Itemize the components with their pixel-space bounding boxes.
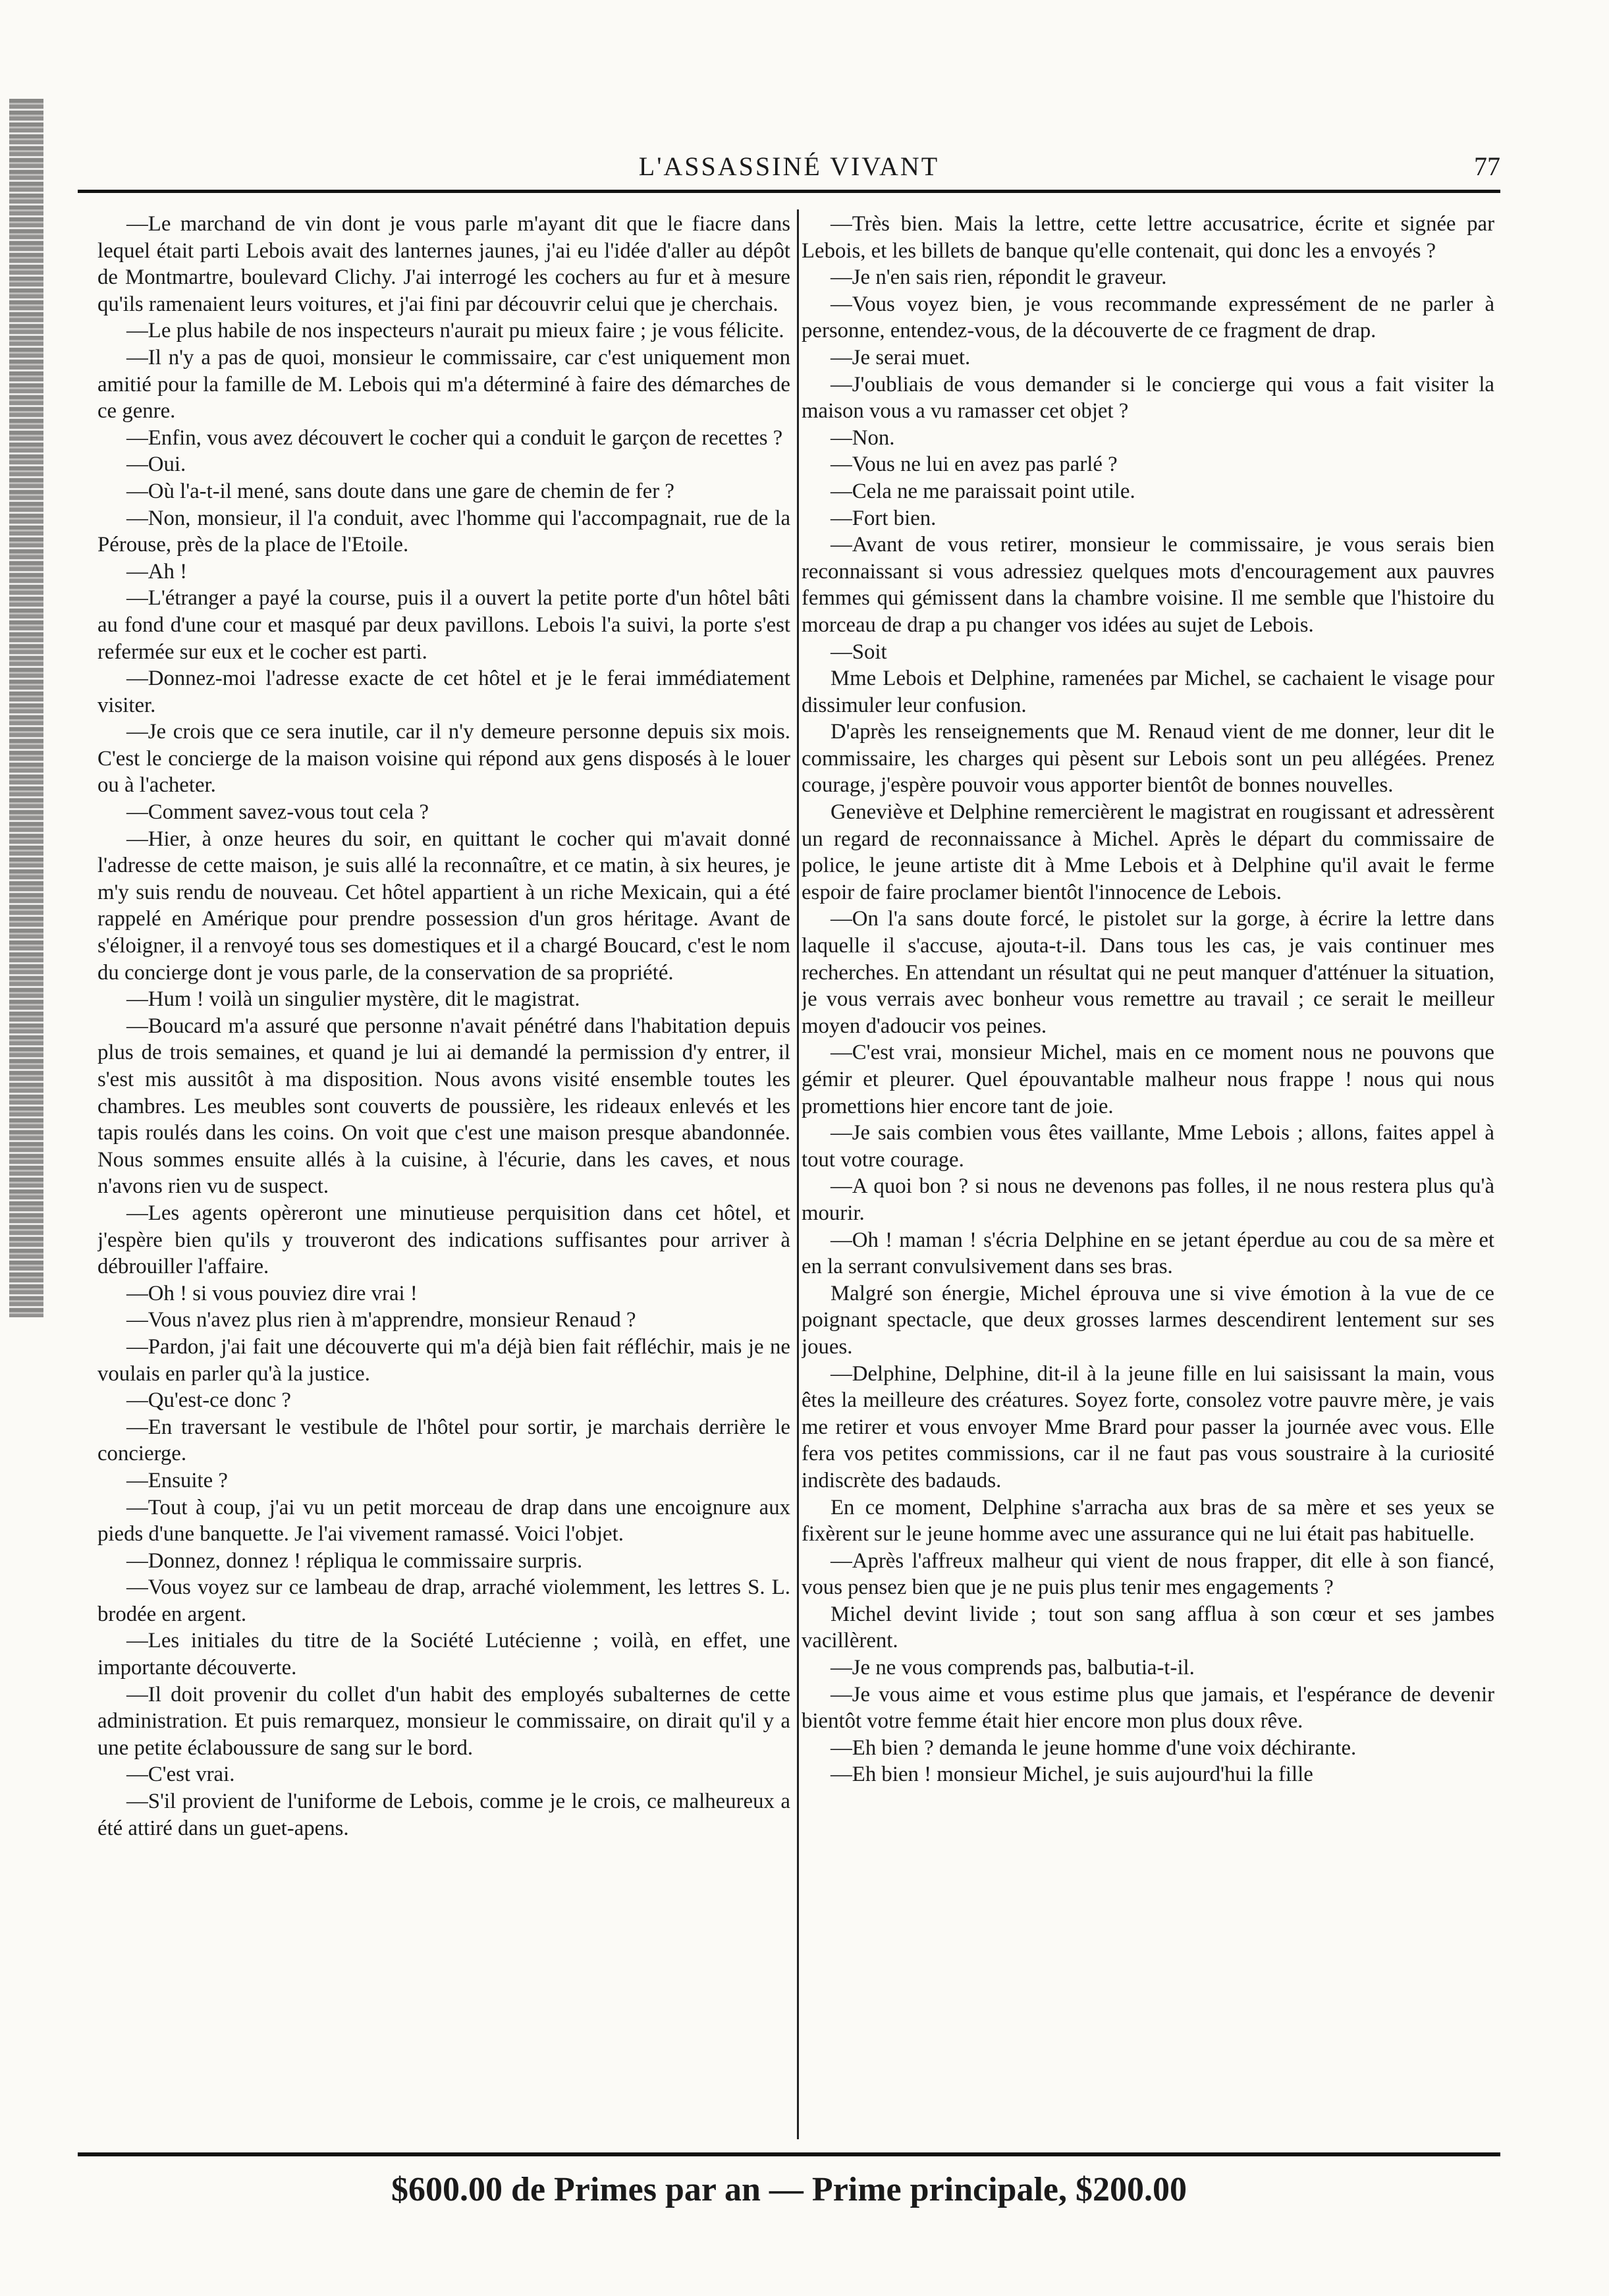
paragraph: —En traversant le vestibule de l'hôtel pour sortir, je marchais derrière le concierge. bbox=[97, 1415, 790, 1466]
paragraph: —C'est vrai, monsieur Michel, mais en ce moment nous ne pouvons que gémir et pleurer. Quel épouvantable malheur nous frappe ! nous qui nous promettions hier encore tant de joie. bbox=[802, 1041, 1494, 1118]
paragraph: —Non, monsieur, il l'a conduit, avec l'homme qui l'accompagnait, rue de la Pérouse, près de la place de l'Etoile. bbox=[97, 506, 790, 557]
paragraph: —Vous n'avez plus rien à m'apprendre, monsieur Renaud ? bbox=[126, 1308, 636, 1332]
running-head bbox=[78, 150, 1500, 187]
page-number: 77 bbox=[1474, 151, 1500, 181]
paragraph: —C'est vrai. bbox=[126, 1763, 235, 1787]
paragraph: —Delphine, Delphine, dit-il à la jeune fille en lui saisissant la main, vous êtes la meilleure des créatures. Soyez forte, consolez votre pauvre mère, je vais me retirer et vous envoyer Mme Brard pour passer la journée avec vous. Elle fera vos petites commissions, car il ne faut pas vous soustraire à la curiosité indiscrète des badauds. bbox=[802, 1361, 1494, 1492]
left-column bbox=[97, 211, 790, 2141]
paragraph: —Eh bien ? demanda le jeune homme d'une voix déchirante. bbox=[831, 1736, 1357, 1760]
paragraph: —Le marchand de vin dont je vous parle m'ayant dit que le fiacre dans lequel était parti Lebois avait des lanternes jaunes, j'ai eu l'idée d'aller au dépôt de Montmartre, boulevard Clichy. J'ai interrogé les cochers au fur et à mesure qu'ils ramenaient leurs voitures, et j'ai fini par découvrir celui que je cherchais. bbox=[97, 212, 790, 316]
paragraph: —Il doit provenir du collet d'un habit des employés subalternes de cette administration. Et puis remarquez, monsieur le commissaire, on dirait qu'il y a une petite éclaboussure de sang sur le bord. bbox=[97, 1682, 790, 1760]
paragraph: En ce moment, Delphine s'arracha aux bras de sa mère et ses yeux se fixèrent sur le jeune homme avec une assurance qui ne lui était pas habituelle. bbox=[802, 1495, 1494, 1546]
footer-rule bbox=[78, 2152, 1500, 2156]
paragraph: —Soit bbox=[831, 640, 887, 664]
paragraph: —Donnez, donnez ! répliqua le commissaire surpris. bbox=[126, 1548, 583, 1573]
paragraph: —S'il provient de l'uniforme de Lebois, comme je le crois, ce malheureux a été attiré dans un guet-apens. bbox=[97, 1790, 790, 1840]
running-title: L'ASSASSINÉ VIVANT bbox=[638, 151, 940, 181]
paragraph: —Les agents opèreront une minutieuse perquisition dans cet hôtel, et j'espère bien qu'ils y trouveront des indications suffisantes pour arriver à débrouiller l'affaire. bbox=[97, 1201, 790, 1279]
paragraph: —Vous ne lui en avez pas parlé ? bbox=[831, 452, 1118, 477]
paragraph: —L'étranger a payé la course, puis il a ouvert la petite porte d'un hôtel bâti au fond d'une cour et masqué par deux pavillons. Lebois l'a suivi, la porte s'est refermée sur eux et le cocher est parti. bbox=[97, 586, 790, 664]
right-column bbox=[802, 211, 1494, 2141]
paragraph: —Je crois que ce sera inutile, car il n'y demeure personne depuis six mois. C'est le concierge de la maison voisine qui répond aux gens disposés à le louer ou à l'acheter. bbox=[97, 720, 790, 798]
paragraph: —Il n'y a pas de quoi, monsieur le commissaire, car c'est uniquement mon amitié pour la famille de M. Lebois qui m'a déterminé à faire des démarches de ce genre. bbox=[97, 345, 790, 424]
paragraph: —Non. bbox=[831, 425, 895, 450]
paragraph: —J'oubliais de vous demander si le concierge qui vous a fait visiter la maison vous a vu ramasser cet objet ? bbox=[802, 372, 1494, 424]
paragraph: —On l'a sans doute forcé, le pistolet sur la gorge, à écrire la lettre dans laquelle il s'accuse, ajouta-t-il. Dans tous les cas, je vais continuer mes recherches. En attendant un résultat qui ne peut manquer d'atténuer la situation, je vous verrais avec bonheur vous remettre au travail ; ce serait le meilleur moyen d'adoucir vos peines. bbox=[802, 907, 1494, 1038]
paragraph: —Avant de vous retirer, monsieur le commissaire, je vous serais bien reconnaissant si vous adressiez quelques mots d'encouragement aux pauvres femmes qui gémissent dans la chambre voisine. Il me semble que l'histoire du morceau de drap a pu changer vos idées au sujet de Lebois. bbox=[802, 533, 1494, 637]
paragraph: —Pardon, j'ai fait une découverte qui m'a déjà bien fait réfléchir, mais je ne voulais en parler qu'à la justice. bbox=[97, 1334, 790, 1386]
premium-banner: $600.00 de Primes par an — Prime principale, $200.00 bbox=[391, 2171, 1187, 2208]
paragraph: —Comment savez-vous tout cela ? bbox=[126, 800, 429, 825]
paragraph: Geneviève et Delphine remercièrent le magistrat en rougissant et adressèrent un regard de reconnaissance à Michel. Après le départ du commissaire de police, le jeune artiste dit à Mme Lebois et à Delphine qu'il avait le ferme espoir de faire proclamer bientôt l'innocence de Lebois. bbox=[802, 800, 1494, 904]
paragraph: —Ensuite ? bbox=[126, 1468, 228, 1492]
paragraph: —Oh ! si vous pouviez dire vrai ! bbox=[126, 1281, 418, 1305]
paragraph: —Je sais combien vous êtes vaillante, Mme Lebois ; allons, faites appel à tout votre courage. bbox=[802, 1121, 1494, 1172]
paragraph: —Ah ! bbox=[126, 559, 188, 584]
paragraph: —Les initiales du titre de la Société Lutécienne ; voilà, en effet, une importante découverte. bbox=[97, 1629, 790, 1680]
paragraph: —Vous voyez bien, je vous recommande expressément de ne parler à personne, entendez-vous, de la découverte de ce fragment de drap. bbox=[802, 292, 1494, 343]
paragraph: —Je serai muet. bbox=[831, 345, 971, 369]
paragraph: D'après les renseignements que M. Renaud vient de me donner, leur dit le commissaire, les charges qui pèsent sur Lebois sont un peu allégées. Prenez courage, j'espère pouvoir vous apporter bientôt de bonnes nouvelles. bbox=[802, 720, 1494, 798]
paragraph: —Hier, à onze heures du soir, en quittant le cocher qui m'avait donné l'adresse de cette maison, je suis allé la reconnaître, et ce matin, à six heures, je m'y suis rendu de nouveau. Cet hôtel appartient à un riche Mexicain, qui a été rappelé en Amérique pour prendre possession d'un gros héritage. Avant de s'éloigner, il a renvoyé tous ses domestiques et il a chargé Boucard, c'est le nom du concierge dont je vous parle, de la conservation de sa propriété. bbox=[97, 827, 790, 985]
scan-binding-edge bbox=[9, 99, 43, 1317]
paragraph: —Hum ! voilà un singulier mystère, dit le magistrat. bbox=[126, 987, 580, 1012]
paragraph: —Où l'a-t-il mené, sans doute dans une gare de chemin de fer ? bbox=[126, 479, 674, 503]
paragraph: Mme Lebois et Delphine, ramenées par Michel, se cachaient le visage pour dissimuler leur confusion. bbox=[802, 667, 1494, 717]
paragraph: —Donnez-moi l'adresse exacte de cet hôtel et je le ferai immédiatement visiter. bbox=[97, 667, 790, 717]
paragraph: —Enfin, vous avez découvert le cocher qui a conduit le garçon de recettes ? bbox=[126, 425, 783, 450]
paragraph: —Vous voyez sur ce lambeau de drap, arraché violemment, les lettres S. L. brodée en argent. bbox=[97, 1575, 790, 1626]
paragraph: —Fort bien. bbox=[831, 506, 937, 530]
paragraph: —Tout à coup, j'ai vu un petit morceau de drap dans une encoignure aux pieds d'une banquette. Je l'ai vivement ramassé. Voici l'objet. bbox=[97, 1495, 790, 1546]
paragraph: —Je n'en sais rien, répondit le graveur. bbox=[831, 265, 1167, 290]
paragraph: —Le plus habile de nos inspecteurs n'aurait pu mieux faire ; je vous félicite. bbox=[126, 319, 784, 343]
header-rule bbox=[78, 190, 1500, 193]
paragraph: —Oui. bbox=[126, 452, 186, 477]
paragraph: —Je ne vous comprends pas, balbutia-t-il. bbox=[831, 1656, 1195, 1680]
paragraph: —Je vous aime et vous estime plus que jamais, et l'espérance de devenir bientôt votre femme était hier encore mon plus doux rêve. bbox=[802, 1682, 1494, 1734]
paragraph: Malgré son énergie, Michel éprouva une si vive émotion à la vue de ce poignant spectacle, que deux grosses larmes descendirent lentement sur ses joues. bbox=[802, 1281, 1494, 1359]
paragraph: —A quoi bon ? si nous ne devenons pas folles, il ne nous restera plus qu'à mourir. bbox=[802, 1174, 1494, 1225]
paragraph: Michel devint livide ; tout son sang afflua à son cœur et ses jambes vacillèrent. bbox=[802, 1602, 1494, 1653]
column-divider bbox=[797, 209, 799, 2139]
paragraph: —Très bien. Mais la lettre, cette lettre accusatrice, écrite et signée par Lebois, et les billets de banque qu'elle contenait, qui donc les a envoyés ? bbox=[802, 212, 1494, 263]
paragraph: —Oh ! maman ! s'écria Delphine en se jetant éperdue au cou de sa mère et en la serrant convulsivement dans ses bras. bbox=[802, 1228, 1494, 1279]
paragraph: —Après l'affreux malheur qui vient de nous frapper, dit elle à son fiancé, vous pensez bien que je ne puis plus tenir mes engagements ? bbox=[802, 1548, 1494, 1600]
paragraph: —Cela ne me paraissait point utile. bbox=[831, 479, 1135, 503]
paragraph: —Qu'est-ce donc ? bbox=[126, 1388, 291, 1413]
paragraph: —Eh bien ! monsieur Michel, je suis aujourd'hui la fille bbox=[831, 1763, 1313, 1787]
paragraph: —Boucard m'a assuré que personne n'avait pénétré dans l'habitation depuis plus de trois semaines, et quand je lui ai demandé la permission d'y entrer, il s'est mis aussitôt à ma disposition. Nous avons visité ensemble toutes les chambres. Les meubles sont couverts de poussière, les rideaux enlevés et les tapis roulés dans les coins. On voit que c'est une maison presque abandonnée. Nous sommes ensuite allés à la cuisine, à l'écurie, dans les caves, et nous n'avons rien vu de suspect. bbox=[97, 1014, 790, 1199]
